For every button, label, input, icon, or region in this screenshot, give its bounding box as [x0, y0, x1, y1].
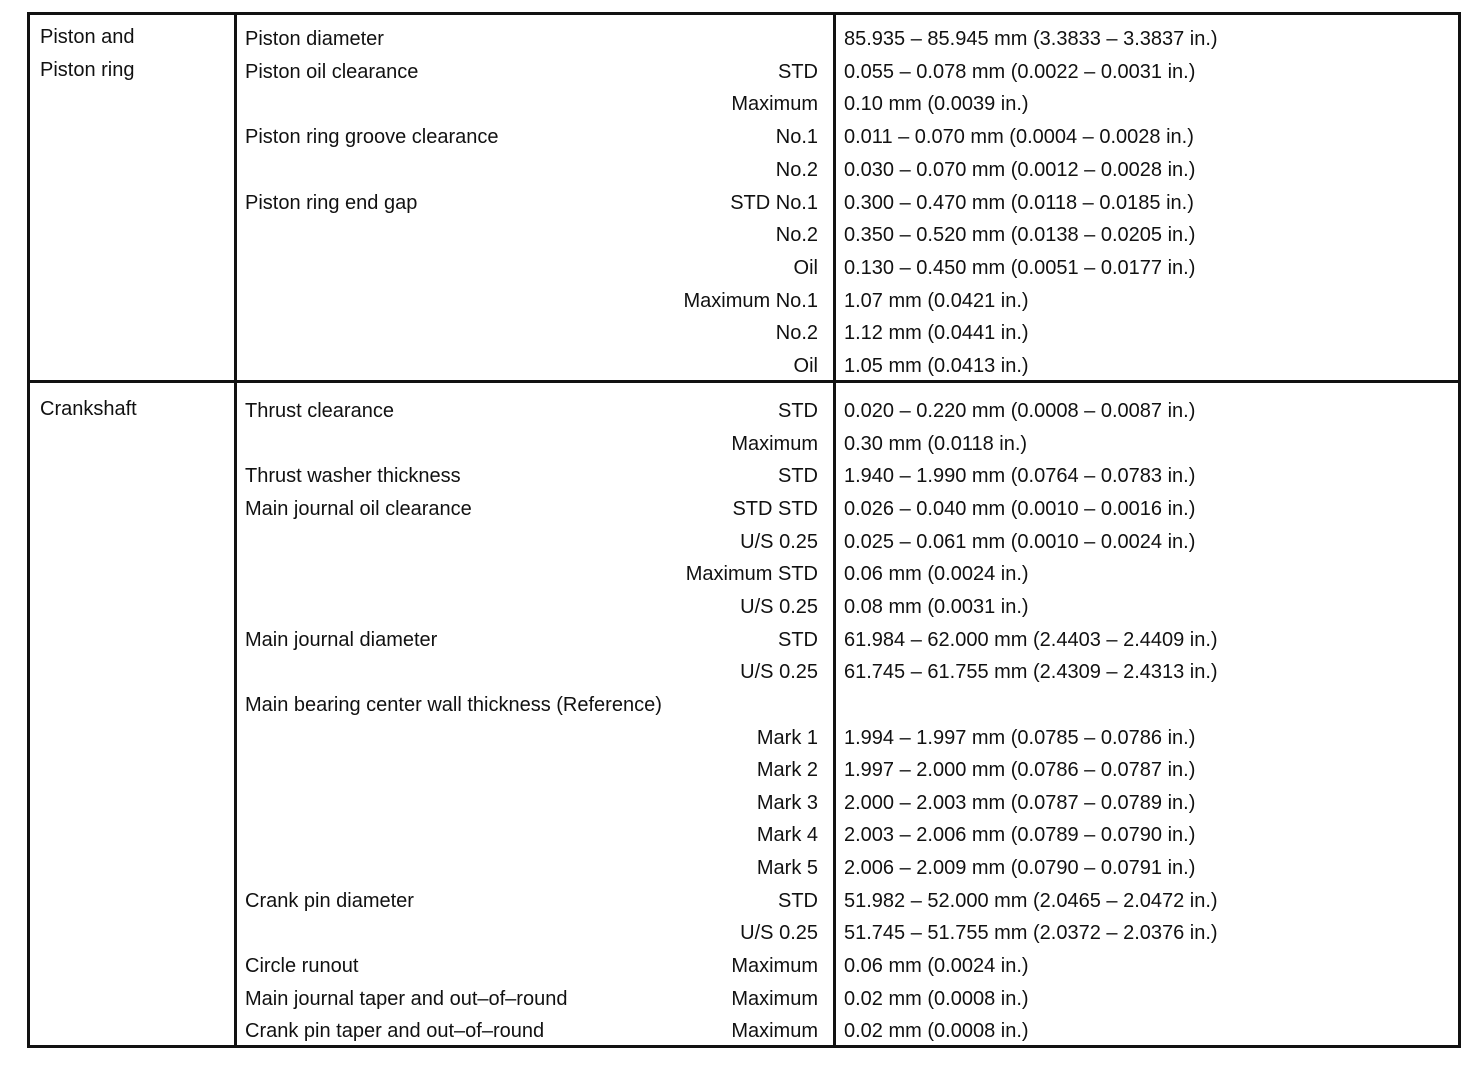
spec-item: Main bearing center wall thickness (Reference) — [245, 693, 662, 716]
spec-condition: Mark 4 — [756, 824, 818, 847]
table-row — [30, 493, 1458, 525]
spec-value: 51.982 – 52.000 mm (2.0465 – 2.0472 in.) — [844, 889, 1218, 912]
spec-value: 0.026 – 0.040 mm (0.0010 – 0.0016 in.) — [844, 497, 1196, 520]
spec-condition: No.2 — [775, 158, 818, 181]
spec-condition: No.1 — [775, 126, 818, 149]
spec-item: Piston diameter — [245, 28, 384, 50]
table-row — [30, 591, 1458, 623]
spec-value: 0.020 – 0.220 mm (0.0008 – 0.0087 in.) — [844, 400, 1196, 422]
category-label: Piston and Piston ring — [40, 26, 135, 81]
table-row — [30, 983, 1458, 1015]
spec-item: Crank pin diameter — [245, 889, 414, 912]
spec-item: Main journal oil clearance — [245, 497, 472, 520]
table-row — [30, 656, 1458, 688]
table-row — [30, 460, 1458, 492]
spec-value: 1.994 – 1.997 mm (0.0785 – 0.0786 in.) — [844, 726, 1196, 749]
spec-item: Crank pin taper and out–of–round — [245, 1020, 545, 1043]
spec-value: 0.025 – 0.061 mm (0.0010 – 0.0024 in.) — [844, 530, 1196, 553]
spec-value: 0.02 mm (0.0008 in.) — [844, 987, 1029, 1010]
spec-condition: STD — [778, 465, 818, 488]
spec-condition: No.2 — [775, 224, 818, 247]
spec-value: 0.300 – 0.470 mm (0.0118 – 0.0185 in.) — [844, 191, 1194, 214]
spec-value: 1.997 – 2.000 mm (0.0786 – 0.0787 in.) — [844, 759, 1196, 782]
table-row — [30, 56, 1458, 88]
spec-condition: U/S 0.25 — [740, 530, 818, 553]
category-label: Crankshaft — [40, 398, 137, 420]
spec-condition: Oil — [793, 355, 818, 377]
spec-value: 1.07 mm (0.0421 in.) — [844, 289, 1029, 312]
table-row — [30, 852, 1458, 884]
table-row — [30, 317, 1458, 349]
spec-condition: Maximum — [731, 432, 818, 455]
spec-value: 0.06 mm (0.0024 in.) — [844, 955, 1029, 978]
spec-value: 1.12 mm (0.0441 in.) — [844, 322, 1029, 345]
spec-condition: STD No.1 — [730, 191, 818, 214]
table-row — [30, 23, 1458, 55]
spec-condition: Maximum No.1 — [683, 289, 818, 312]
spec-condition: U/S 0.25 — [740, 922, 818, 945]
spec-condition: STD — [778, 60, 818, 83]
table-row — [30, 428, 1458, 460]
spec-value: 0.055 – 0.078 mm (0.0022 – 0.0031 in.) — [844, 60, 1196, 83]
spec-item: Thrust clearance — [245, 400, 394, 422]
spec-value: 0.06 mm (0.0024 in.) — [844, 563, 1029, 586]
spec-condition: Maximum — [731, 1020, 818, 1043]
table-row — [30, 88, 1458, 120]
spec-value: 0.08 mm (0.0031 in.) — [844, 595, 1029, 618]
spec-condition: U/S 0.25 — [740, 595, 818, 618]
table-row — [30, 558, 1458, 590]
spec-condition: No.2 — [775, 322, 818, 345]
spec-value: 0.130 – 0.450 mm (0.0051 – 0.0177 in.) — [844, 256, 1196, 279]
spec-value: 0.350 – 0.520 mm (0.0138 – 0.0205 in.) — [844, 224, 1196, 247]
spec-condition: Mark 2 — [756, 759, 818, 782]
spec-condition: Mark 5 — [756, 857, 818, 880]
spec-item: Piston ring end gap — [245, 191, 418, 214]
table-row — [30, 154, 1458, 186]
spec-value: 0.011 – 0.070 mm (0.0004 – 0.0028 in.) — [844, 126, 1194, 149]
spec-value: 51.745 – 51.755 mm (2.0372 – 2.0376 in.) — [844, 922, 1218, 945]
table-row — [30, 754, 1458, 786]
spec-table — [27, 12, 1461, 1048]
spec-value: 2.003 – 2.006 mm (0.0789 – 0.0790 in.) — [844, 824, 1196, 847]
table-row — [30, 252, 1458, 284]
table-row — [30, 121, 1458, 153]
table-row — [30, 787, 1458, 819]
table-row — [30, 526, 1458, 558]
spec-item: Main journal taper and out–of–round — [245, 987, 568, 1010]
spec-condition: STD STD — [732, 497, 818, 520]
spec-condition: Mark 1 — [756, 726, 818, 749]
spec-condition: Oil — [793, 256, 818, 279]
table-row — [30, 395, 1458, 427]
spec-condition: Maximum — [731, 955, 818, 978]
spec-item: Piston oil clearance — [245, 60, 419, 83]
spec-item: Circle runout — [245, 955, 359, 978]
spec-value: 0.030 – 0.070 mm (0.0012 – 0.0028 in.) — [844, 158, 1196, 181]
spec-value: 1.05 mm (0.0413 in.) — [844, 355, 1029, 377]
table-row — [30, 219, 1458, 251]
spec-condition: Maximum — [731, 987, 818, 1010]
table-row — [30, 885, 1458, 917]
table-row — [30, 187, 1458, 219]
spec-item: Thrust washer thickness — [245, 465, 461, 488]
table-row — [30, 624, 1458, 656]
spec-value: 61.745 – 61.755 mm (2.4309 – 2.4313 in.) — [844, 661, 1218, 684]
table-row — [30, 350, 1458, 382]
spec-value: 1.940 – 1.990 mm (0.0764 – 0.0783 in.) — [844, 465, 1196, 488]
spec-value: 0.30 mm (0.0118 in.) — [844, 432, 1028, 455]
spec-condition: Maximum — [731, 93, 818, 116]
spec-condition: STD — [778, 889, 818, 912]
spec-value: 0.10 mm (0.0039 in.) — [844, 93, 1029, 116]
spec-condition: STD — [778, 400, 818, 422]
spec-item: Piston ring groove clearance — [245, 126, 499, 149]
table-row — [30, 285, 1458, 317]
table-row — [30, 689, 1458, 721]
spec-value: 61.984 – 62.000 mm (2.4403 – 2.4409 in.) — [844, 628, 1218, 651]
spec-condition: Maximum STD — [685, 563, 818, 586]
table-row — [30, 722, 1458, 754]
spec-condition: U/S 0.25 — [740, 661, 818, 684]
spec-value: 85.935 – 85.945 mm (3.3833 – 3.3837 in.) — [844, 28, 1218, 50]
table-row — [30, 950, 1458, 982]
table-row — [30, 1015, 1458, 1047]
spec-condition: STD — [778, 628, 818, 651]
spec-condition: Mark 3 — [756, 791, 818, 814]
spec-item: Main journal diameter — [245, 628, 438, 651]
spec-value: 2.000 – 2.003 mm (0.0787 – 0.0789 in.) — [844, 791, 1196, 814]
spec-value: 0.02 mm (0.0008 in.) — [844, 1020, 1029, 1043]
spec-value: 2.006 – 2.009 mm (0.0790 – 0.0791 in.) — [844, 857, 1196, 880]
table-row — [30, 917, 1458, 949]
table-row — [30, 819, 1458, 851]
